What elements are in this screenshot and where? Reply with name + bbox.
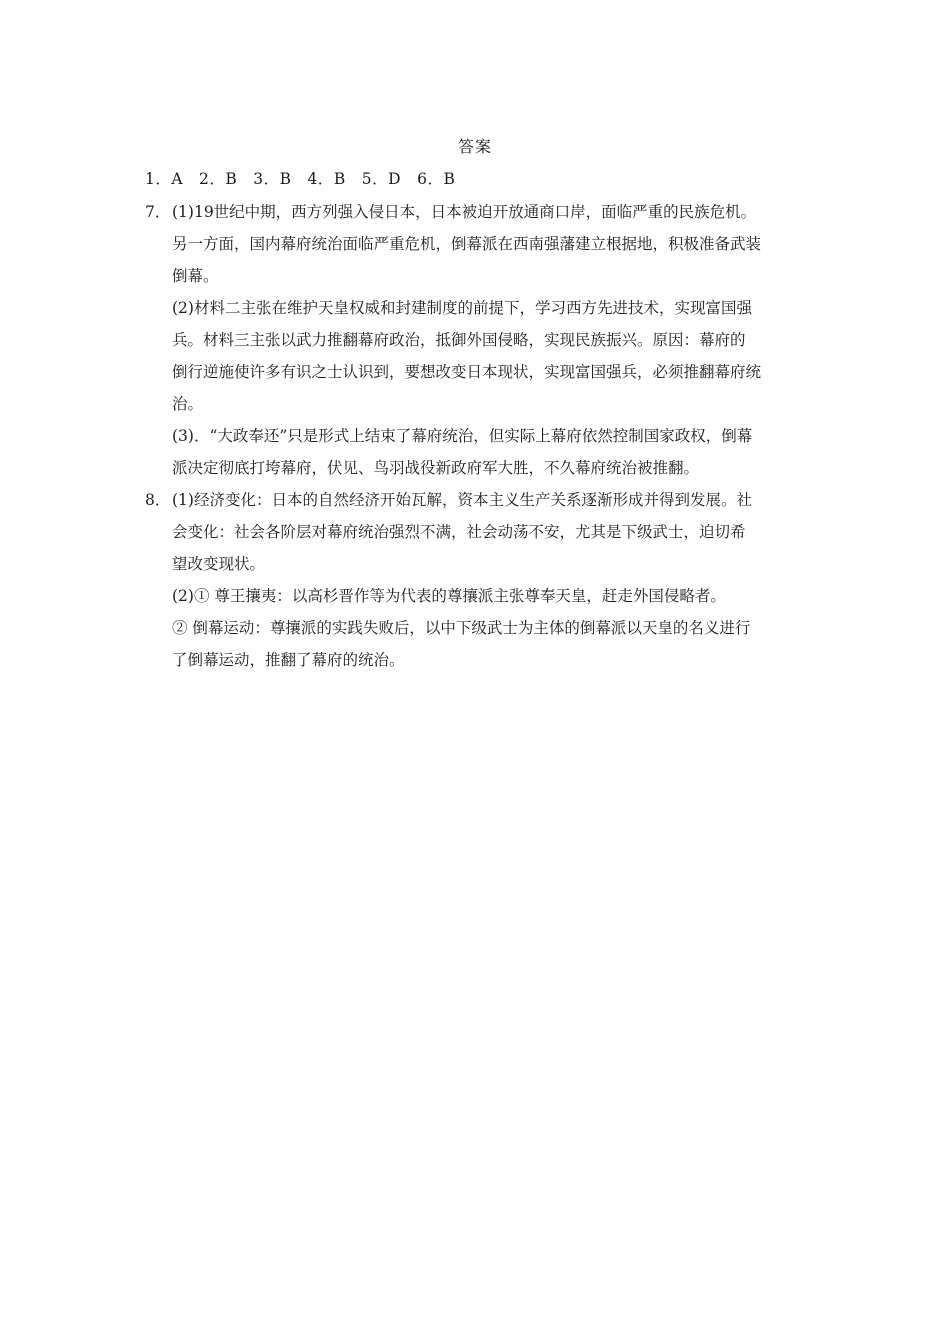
q7-part3-line2: 派决定彻底打垮幕府，伏见、鸟羽战役新政府军大胜，不久幕府统治被推翻。	[172, 459, 700, 477]
q8-part2-line3: 了倒幕运动，推翻了幕府的统治。	[172, 651, 405, 669]
q7-part3-line1: (3)．“大政奉还”只是形式上结束了幕府统治，但实际上幕府依然控制国家政权，倒幕	[172, 427, 753, 445]
q7-part1-line1: (1)19世纪中期，西方列强入侵日本，日本被迫开放通商口岸，面临严重的民族危机。	[172, 203, 757, 221]
q8-part1-line1: (1)经济变化：日本的自然经济开始瓦解，资本主义生产关系逐渐形成并得到发展。社	[172, 491, 752, 509]
q8-part1-line3: 望改变现状。	[172, 555, 266, 573]
question-7-number: 7．	[145, 203, 171, 221]
page-title: 答案	[457, 137, 492, 156]
q8-part2-line2: ② 倒幕运动：尊攘派的实践失败后，以中下级武士为主体的倒幕派以天皇的名义进行	[172, 619, 751, 637]
q7-part1-line3: 倒幕。	[172, 267, 219, 285]
question-8-number: 8．	[145, 491, 171, 509]
q7-part2-line2: 兵。材料三主张以武力推翻幕府政治，抵御外国侵略，实现民族振兴。原因：幕府的	[172, 331, 746, 349]
q8-part1-line2: 会变化：社会各阶层对幕府统治强烈不满，社会动荡不安，尤其是下级武士，迫切希	[172, 523, 746, 541]
mcq-answers: 1．A 2．B 3．B 4．B 5．D 6．B	[145, 170, 456, 188]
q7-part1-line2: 另一方面，国内幕府统治面临严重危机，倒幕派在西南强藩建立根据地，积极准备武装	[172, 235, 762, 253]
q7-part2-line4: 治。	[172, 395, 204, 413]
q7-part2-line3: 倒行逆施使许多有识之士认识到，要想改变日本现状，实现富国强兵，必须推翻幕府统	[172, 363, 762, 381]
q7-part2-line1: (2)材料二主张在维护天皇权威和封建制度的前提下，学习西方先进技术，实现富国强	[172, 299, 752, 317]
q8-part2-line1: (2)① 尊王攘夷：以高杉晋作等为代表的尊攘派主张尊奉天皇，赶走外国侵略者。	[172, 587, 726, 605]
